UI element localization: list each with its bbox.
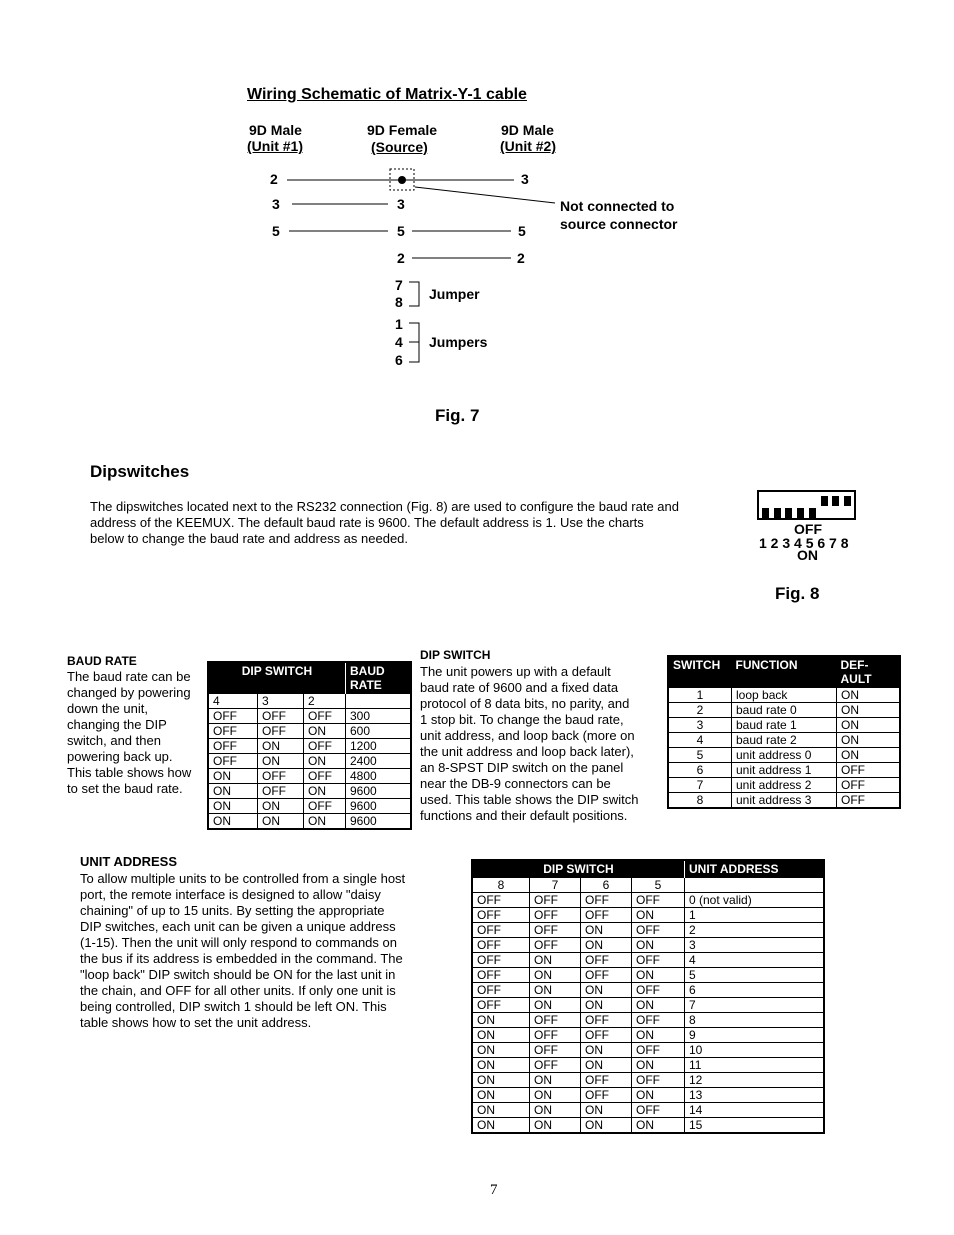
table-cell: OFF bbox=[632, 1043, 685, 1058]
table-cell: ON bbox=[632, 998, 685, 1013]
text-line: the unit address and loop back later), bbox=[420, 744, 634, 759]
baud-header-dip: DIP SWITCH bbox=[208, 662, 346, 694]
table-cell: OFF bbox=[530, 893, 581, 908]
table-cell: ON bbox=[632, 1058, 685, 1073]
table-cell: baud rate 2 bbox=[732, 733, 837, 748]
page-number: 7 bbox=[490, 1182, 498, 1198]
text-line: (1-15). Then the unit will only respond to commands on bbox=[80, 935, 397, 950]
unit1-pin-5: 5 bbox=[272, 223, 280, 239]
table-row bbox=[208, 784, 411, 799]
table-cell: 9600 bbox=[346, 799, 412, 814]
table-cell: OFF bbox=[472, 893, 530, 908]
dip-header-default-line2: AULT bbox=[840, 672, 872, 686]
table-row bbox=[208, 709, 411, 724]
text-line: The baud rate can be bbox=[67, 669, 191, 684]
table-cell: 600 bbox=[346, 724, 412, 739]
table-cell: OFF bbox=[530, 908, 581, 923]
table-cell: 8 bbox=[472, 878, 530, 893]
table-cell: ON bbox=[258, 739, 304, 754]
baud-header-rate-line2: RATE bbox=[350, 678, 382, 692]
text-line: "loop back" DIP switch should be ON for the last unit in bbox=[80, 967, 396, 982]
unit2-pin-3: 3 bbox=[521, 171, 529, 187]
text-line: an 8-SPST DIP switch on the panel bbox=[420, 760, 624, 775]
table-cell: ON bbox=[581, 938, 632, 953]
table-cell: OFF bbox=[837, 793, 901, 809]
text-line: chaining" of up to 15 units. By setting the appropriate bbox=[80, 903, 385, 918]
switch-lever bbox=[832, 496, 839, 506]
table-row bbox=[208, 814, 411, 830]
table-cell: ON bbox=[530, 968, 581, 983]
table-cell: OFF bbox=[581, 953, 632, 968]
text-line: protocol of 8 data bits, no parity, and bbox=[420, 696, 630, 711]
table-row bbox=[668, 703, 900, 718]
table-cell: 1 bbox=[668, 688, 732, 703]
switch-lever bbox=[809, 508, 816, 518]
table-cell: ON bbox=[530, 1088, 581, 1103]
table-cell: ON bbox=[632, 968, 685, 983]
text-line: To allow multiple units to be controlled from a single host bbox=[80, 871, 406, 886]
unit-heading: UNIT ADDRESS bbox=[80, 854, 178, 869]
table-row bbox=[668, 793, 900, 809]
baud-heading: BAUD RATE bbox=[67, 654, 137, 668]
table-row bbox=[208, 799, 411, 814]
jumpers-pin-1: 1 bbox=[395, 316, 403, 332]
table-cell: ON bbox=[632, 908, 685, 923]
jumper-pin-8: 8 bbox=[395, 294, 403, 310]
table-cell: 5 bbox=[685, 968, 825, 983]
text-line: The unit powers up with a default bbox=[420, 664, 611, 679]
table-cell: ON bbox=[837, 733, 901, 748]
switch-off-label: OFF bbox=[794, 521, 822, 537]
table-cell: ON bbox=[472, 1088, 530, 1103]
dipswitches-heading: Dipswitches bbox=[90, 462, 190, 481]
table-cell: ON bbox=[581, 983, 632, 998]
table-cell: 12 bbox=[685, 1073, 825, 1088]
table-row bbox=[472, 938, 824, 953]
table-row bbox=[472, 908, 824, 923]
table-row bbox=[472, 1028, 824, 1043]
table-cell: OFF bbox=[304, 739, 346, 754]
table-cell: ON bbox=[530, 1118, 581, 1134]
table-cell: ON bbox=[304, 814, 346, 830]
table-cell: 15 bbox=[685, 1118, 825, 1134]
table-cell: 4800 bbox=[346, 769, 412, 784]
table-cell: OFF bbox=[304, 709, 346, 724]
table-row bbox=[668, 733, 900, 748]
table-row bbox=[472, 923, 824, 938]
table-cell: ON bbox=[581, 923, 632, 938]
table-cell: ON bbox=[530, 1073, 581, 1088]
table-cell: 4 bbox=[668, 733, 732, 748]
dip-heading: DIP SWITCH bbox=[420, 648, 491, 662]
text-line: functions and their default positions. bbox=[420, 808, 628, 823]
paragraph-line: address of the KEEMUX. The default baud rate is 9600. The default address is 1. Use the charts bbox=[90, 515, 644, 530]
table-cell: 3 bbox=[668, 718, 732, 733]
text-line: being controlled, DIP switch 1 should be left ON. This bbox=[80, 999, 387, 1014]
table-row bbox=[472, 893, 824, 908]
table-cell: OFF bbox=[632, 893, 685, 908]
source-pin-5: 5 bbox=[397, 223, 405, 239]
table-cell: OFF bbox=[472, 998, 530, 1013]
text-line: changed by powering bbox=[67, 685, 191, 700]
jumper-bracket bbox=[409, 282, 419, 306]
source-pin-2: 2 bbox=[397, 250, 405, 266]
unit-subheader-row bbox=[472, 878, 824, 893]
table-cell: OFF bbox=[472, 938, 530, 953]
table-cell: 5 bbox=[632, 878, 685, 893]
table-cell: ON bbox=[581, 1118, 632, 1134]
dip-function-table bbox=[667, 655, 901, 809]
table-cell: ON bbox=[472, 1043, 530, 1058]
table-row bbox=[472, 953, 824, 968]
table-cell: 9 bbox=[685, 1028, 825, 1043]
text-line: DIP switches, each unit can be given a unique address bbox=[80, 919, 396, 934]
switch-lever bbox=[844, 496, 851, 506]
baud-description bbox=[67, 669, 207, 797]
table-cell: OFF bbox=[530, 1028, 581, 1043]
table-cell: 0 (not valid) bbox=[685, 893, 825, 908]
note-line1: Not connected to bbox=[560, 198, 675, 214]
table-cell: OFF bbox=[837, 778, 901, 793]
dip-header-function: FUNCTION bbox=[732, 656, 837, 688]
table-cell: 8 bbox=[668, 793, 732, 809]
switch-on-label: ON bbox=[797, 547, 818, 563]
table-cell: 300 bbox=[346, 709, 412, 724]
table-cell: 7 bbox=[530, 878, 581, 893]
switch-lever bbox=[797, 508, 804, 518]
table-cell: ON bbox=[530, 983, 581, 998]
table-cell: OFF bbox=[581, 1013, 632, 1028]
table-cell: 6 bbox=[581, 878, 632, 893]
table-cell: ON bbox=[632, 938, 685, 953]
dipswitches-paragraph bbox=[90, 499, 750, 547]
table-cell: OFF bbox=[837, 763, 901, 778]
table-cell: ON bbox=[304, 784, 346, 799]
table-cell: OFF bbox=[472, 968, 530, 983]
unit1-header-line2: (Unit #1) bbox=[247, 138, 303, 154]
table-row bbox=[668, 778, 900, 793]
table-cell: OFF bbox=[258, 709, 304, 724]
text-line: changing the DIP bbox=[67, 717, 167, 732]
jumpers-pin-6: 6 bbox=[395, 352, 403, 368]
table-cell: ON bbox=[208, 784, 258, 799]
paragraph-line: The dipswitches located next to the RS232 connection (Fig. 8) are used to configure the baud rate and bbox=[90, 499, 679, 514]
table-row bbox=[668, 718, 900, 733]
table-cell: OFF bbox=[632, 1103, 685, 1118]
table-cell: OFF bbox=[581, 1088, 632, 1103]
paragraph-line: below to change the baud rate and address as needed. bbox=[90, 531, 409, 546]
table-cell: ON bbox=[530, 953, 581, 968]
table-cell: 11 bbox=[685, 1058, 825, 1073]
table-row bbox=[472, 1088, 824, 1103]
table-cell: ON bbox=[837, 703, 901, 718]
table-cell bbox=[346, 694, 412, 709]
text-line: the bus if its address is embedded in the command. The bbox=[80, 951, 403, 966]
unit2-header-line1: 9D Male bbox=[501, 122, 554, 138]
table-cell: OFF bbox=[472, 923, 530, 938]
table-cell: OFF bbox=[258, 724, 304, 739]
baud-rate-table bbox=[207, 661, 412, 830]
table-row bbox=[472, 1073, 824, 1088]
table-cell: unit address 0 bbox=[732, 748, 837, 763]
table-cell: ON bbox=[472, 1103, 530, 1118]
table-cell: ON bbox=[304, 754, 346, 769]
note-pointer bbox=[415, 187, 555, 203]
table-cell: ON bbox=[258, 814, 304, 830]
table-cell: OFF bbox=[632, 1073, 685, 1088]
table-cell: ON bbox=[304, 724, 346, 739]
text-line: used. This table shows the DIP switch bbox=[420, 792, 639, 807]
table-cell: ON bbox=[472, 1028, 530, 1043]
text-line: the chain, and OFF for all other units. If only one unit is bbox=[80, 983, 396, 998]
text-line: port, the remote interface is designed to allow "daisy bbox=[80, 887, 381, 902]
source-pin-3: 3 bbox=[397, 196, 405, 212]
table-cell: OFF bbox=[530, 1058, 581, 1073]
table-cell: OFF bbox=[472, 908, 530, 923]
table-cell: 8 bbox=[685, 1013, 825, 1028]
text-line: 1 stop bit. To change the baud rate, bbox=[420, 712, 624, 727]
text-line: down the unit, bbox=[67, 701, 148, 716]
table-cell: ON bbox=[258, 799, 304, 814]
dip-header-switch: SWITCH bbox=[668, 656, 732, 688]
fig7-caption: Fig. 7 bbox=[435, 406, 480, 425]
unit1-pin-3: 3 bbox=[272, 196, 280, 212]
table-cell: 6 bbox=[685, 983, 825, 998]
table-cell: OFF bbox=[581, 893, 632, 908]
table-cell: 3 bbox=[258, 694, 304, 709]
table-cell: ON bbox=[632, 1118, 685, 1134]
unit2-pin-5: 5 bbox=[518, 223, 526, 239]
table-row bbox=[208, 739, 411, 754]
table-cell: baud rate 0 bbox=[732, 703, 837, 718]
table-cell: loop back bbox=[732, 688, 837, 703]
table-cell: OFF bbox=[530, 1043, 581, 1058]
table-cell: ON bbox=[581, 1043, 632, 1058]
table-cell: OFF bbox=[208, 709, 258, 724]
table-row bbox=[208, 769, 411, 784]
table-cell: OFF bbox=[472, 983, 530, 998]
text-line: powering back up. bbox=[67, 749, 173, 764]
text-line: unit address, and loop back (more on bbox=[420, 728, 635, 743]
table-cell: 2 bbox=[668, 703, 732, 718]
text-line: to set the baud rate. bbox=[67, 781, 183, 796]
baud-header-rate bbox=[346, 662, 412, 694]
table-cell: 14 bbox=[685, 1103, 825, 1118]
table-cell: 1 bbox=[685, 908, 825, 923]
table-cell: OFF bbox=[581, 968, 632, 983]
table-cell: 2 bbox=[685, 923, 825, 938]
table-cell: 2400 bbox=[346, 754, 412, 769]
unit2-header-line2: (Unit #2) bbox=[500, 138, 556, 154]
text-line: table shows how to set the unit address. bbox=[80, 1015, 312, 1030]
table-cell: unit address 1 bbox=[732, 763, 837, 778]
table-cell: ON bbox=[208, 814, 258, 830]
text-line: baud rate of 9600 and a fixed data bbox=[420, 680, 619, 695]
unit-header-dip: DIP SWITCH bbox=[472, 860, 685, 878]
table-cell: ON bbox=[581, 1058, 632, 1073]
table-cell: OFF bbox=[581, 1028, 632, 1043]
table-cell: ON bbox=[472, 1058, 530, 1073]
dip-header-default bbox=[837, 656, 901, 688]
table-row bbox=[472, 1058, 824, 1073]
baud-header-rate-line1: BAUD bbox=[350, 664, 385, 678]
table-row bbox=[208, 724, 411, 739]
table-row bbox=[668, 748, 900, 763]
table-cell: 7 bbox=[685, 998, 825, 1013]
schematic-title: Wiring Schematic of Matrix-Y-1 cable bbox=[247, 86, 527, 103]
table-cell: ON bbox=[632, 1028, 685, 1043]
table-cell: OFF bbox=[581, 1073, 632, 1088]
table-cell: OFF bbox=[632, 1013, 685, 1028]
wiring-schematic bbox=[0, 0, 954, 460]
table-cell: ON bbox=[472, 1013, 530, 1028]
switch-lever bbox=[762, 508, 769, 518]
jumper-label: Jumper bbox=[429, 286, 480, 302]
dip-switch-graphic bbox=[757, 490, 856, 520]
table-cell: unit address 2 bbox=[732, 778, 837, 793]
table-cell: ON bbox=[530, 1103, 581, 1118]
table-row bbox=[472, 968, 824, 983]
switch-lever bbox=[774, 508, 781, 518]
switch-lever bbox=[821, 496, 828, 506]
table-cell: OFF bbox=[581, 908, 632, 923]
table-cell: ON bbox=[472, 1118, 530, 1134]
jumper-pin-7: 7 bbox=[395, 277, 403, 293]
table-row bbox=[668, 763, 900, 778]
fig8-caption: Fig. 8 bbox=[775, 584, 820, 603]
table-row bbox=[472, 983, 824, 998]
table-cell: 4 bbox=[685, 953, 825, 968]
table-cell: 7 bbox=[668, 778, 732, 793]
dip-description bbox=[420, 664, 665, 824]
table-cell: OFF bbox=[304, 769, 346, 784]
table-cell: ON bbox=[258, 754, 304, 769]
table-cell: OFF bbox=[632, 923, 685, 938]
table-cell: OFF bbox=[530, 923, 581, 938]
switch-lever bbox=[785, 508, 792, 518]
table-cell: ON bbox=[208, 799, 258, 814]
table-cell: OFF bbox=[632, 983, 685, 998]
table-cell: OFF bbox=[258, 784, 304, 799]
table-cell: 6 bbox=[668, 763, 732, 778]
dip-header-default-line1: DEF- bbox=[840, 658, 869, 672]
table-row bbox=[472, 1103, 824, 1118]
table-cell: 1200 bbox=[346, 739, 412, 754]
unit-description bbox=[80, 871, 450, 1031]
unit-header-address: UNIT ADDRESS bbox=[685, 860, 825, 878]
source-header-line2: (Source) bbox=[371, 139, 428, 155]
table-cell: OFF bbox=[530, 1013, 581, 1028]
table-cell: OFF bbox=[304, 799, 346, 814]
table-row bbox=[472, 1043, 824, 1058]
table-row bbox=[668, 688, 900, 703]
table-cell: baud rate 1 bbox=[732, 718, 837, 733]
table-cell: 5 bbox=[668, 748, 732, 763]
table-cell: 10 bbox=[685, 1043, 825, 1058]
table-row bbox=[208, 754, 411, 769]
unit1-pin-2: 2 bbox=[270, 171, 278, 187]
table-cell: 9600 bbox=[346, 784, 412, 799]
source-header-line1: 9D Female bbox=[367, 122, 438, 138]
table-cell: ON bbox=[208, 769, 258, 784]
unit2-pin-2: 2 bbox=[517, 250, 525, 266]
table-cell: OFF bbox=[208, 739, 258, 754]
table-row bbox=[472, 1118, 824, 1134]
table-cell: 2 bbox=[304, 694, 346, 709]
table-cell: ON bbox=[632, 1088, 685, 1103]
table-cell: unit address 3 bbox=[732, 793, 837, 809]
table-cell: ON bbox=[472, 1073, 530, 1088]
table-cell: ON bbox=[581, 998, 632, 1013]
table-cell: 3 bbox=[685, 938, 825, 953]
jumpers-label: Jumpers bbox=[429, 334, 488, 350]
unit1-header-line1: 9D Male bbox=[249, 122, 302, 138]
table-cell: OFF bbox=[208, 724, 258, 739]
jumpers-pin-4: 4 bbox=[395, 334, 403, 350]
junction-dot bbox=[398, 176, 406, 184]
table-cell: OFF bbox=[472, 953, 530, 968]
table-cell: 4 bbox=[208, 694, 258, 709]
table-cell: OFF bbox=[632, 953, 685, 968]
table-cell bbox=[685, 878, 825, 893]
table-cell: ON bbox=[837, 718, 901, 733]
table-cell: ON bbox=[581, 1103, 632, 1118]
table-cell: OFF bbox=[258, 769, 304, 784]
table-cell: 13 bbox=[685, 1088, 825, 1103]
table-cell: ON bbox=[530, 998, 581, 1013]
table-cell: OFF bbox=[530, 938, 581, 953]
text-line: This table shows how bbox=[67, 765, 192, 780]
table-row bbox=[472, 1013, 824, 1028]
table-cell: ON bbox=[837, 748, 901, 763]
table-cell: OFF bbox=[208, 754, 258, 769]
switch-numbers: 1 2 3 4 5 6 7 8 bbox=[759, 535, 849, 551]
table-row bbox=[472, 998, 824, 1013]
unit-address-table bbox=[471, 859, 825, 1134]
note-line2: source connector bbox=[560, 216, 678, 232]
text-line: near the DB-9 connectors can be bbox=[420, 776, 611, 791]
baud-subheader-row bbox=[208, 694, 411, 709]
text-line: switch, and then bbox=[67, 733, 161, 748]
table-cell: 9600 bbox=[346, 814, 412, 830]
table-cell: ON bbox=[837, 688, 901, 703]
